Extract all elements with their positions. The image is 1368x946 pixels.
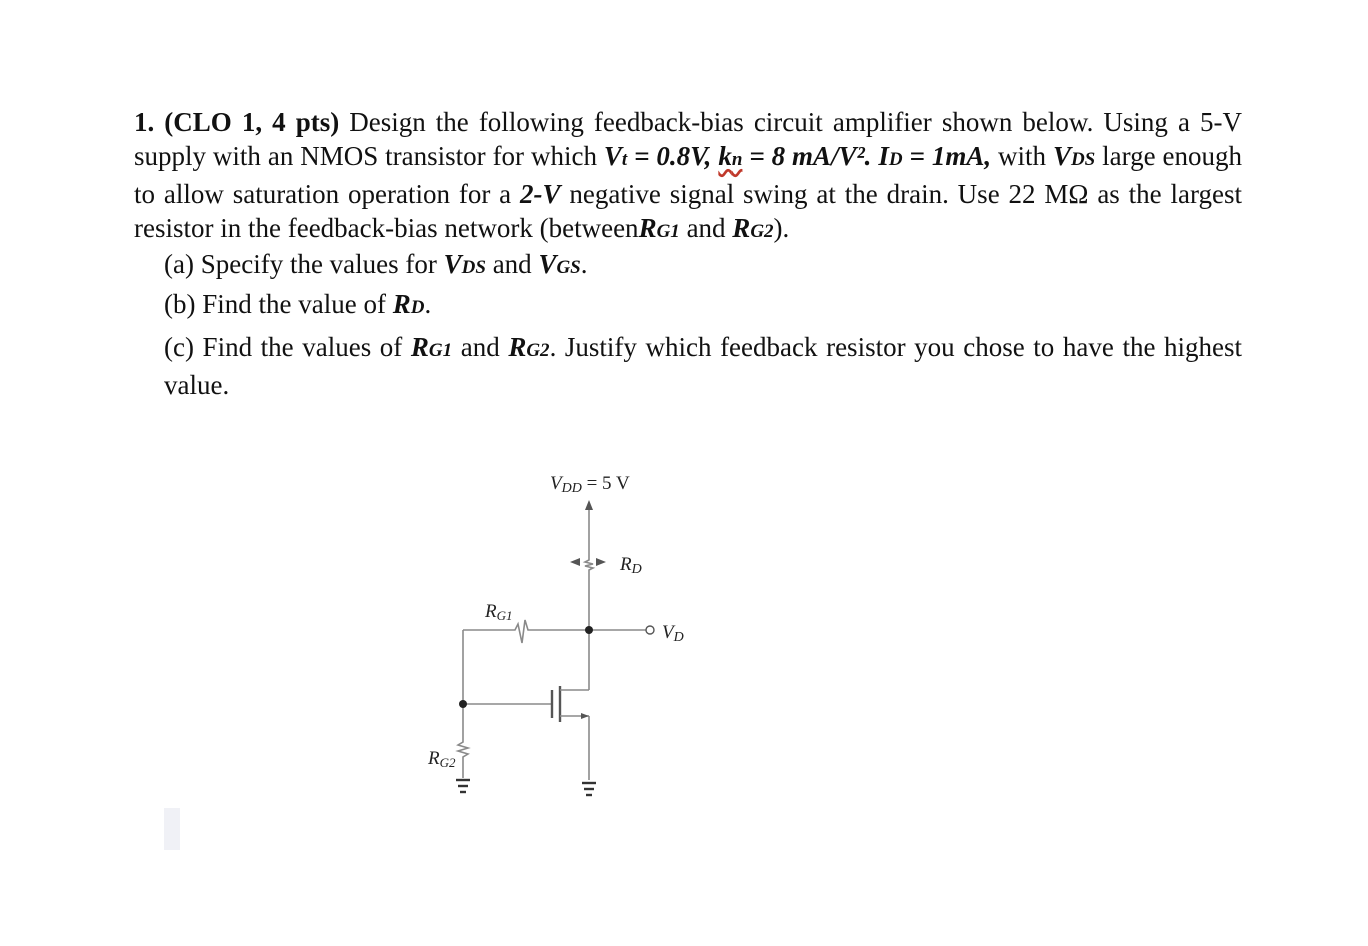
part-c-and: and [460, 332, 500, 362]
part-a-label: (a) Specify the values for [164, 249, 437, 279]
rg1-resistor [463, 620, 533, 643]
rg2-label: RG2 [428, 748, 456, 770]
gate-node [459, 700, 467, 708]
part-c-tail: . Justify which feedback resistor you chose to have the highest value. [164, 332, 1243, 400]
vt-value: = 0.8V, [634, 141, 712, 171]
problem-statement [134, 105, 1242, 249]
swing-value: 2-V [520, 179, 561, 209]
rd-pointer-icon [570, 558, 580, 566]
feedback-bias-circuit-diagram [400, 460, 720, 820]
id-value: = 1mA, [909, 141, 992, 171]
part-c [164, 330, 1242, 402]
rg1-label: RG1 [485, 601, 513, 623]
vds-symbol: VDS [1052, 141, 1096, 171]
rg2-resistor [458, 704, 468, 778]
ground-icon [456, 780, 470, 792]
drain-node [585, 626, 593, 634]
vd-terminal [646, 626, 654, 634]
and-text: and [686, 213, 726, 243]
rd-resistor [585, 555, 593, 630]
part-b-label: (b) Find the value of [164, 289, 386, 319]
kn-symbol: kn [718, 141, 743, 171]
rg2-symbol: RG2 [732, 213, 774, 243]
part-b-rd: RD [392, 289, 425, 319]
margin-marker [164, 808, 180, 850]
problem-number: 1. [134, 107, 155, 137]
rd-label: RD [620, 554, 642, 577]
with-text: with [998, 141, 1047, 171]
part-a-and: and [492, 249, 532, 279]
kn-value: = 8 mA/V². [749, 141, 872, 171]
part-b [164, 287, 1272, 325]
vd-label: VD [662, 622, 684, 645]
rg1-symbol: RG1 [638, 213, 680, 243]
part-a-vds: VDS [443, 249, 486, 279]
vdd-arrow-icon [585, 500, 593, 510]
part-b-end: . [424, 289, 432, 319]
part-a [164, 247, 1272, 285]
clo-tag: (CLO 1, 4 pts) [164, 107, 340, 137]
part-c-rg1: RG1 [410, 332, 453, 362]
part-c-label: (c) Find the values of [164, 332, 403, 362]
ground-icon [582, 783, 596, 795]
problem-intro: Design the following feedback-bias circuit amplifier shown below. Using a 5-V supply with an NMOS transistor for which [134, 107, 1242, 171]
tail-text-1: large enough to allow saturation operation for a [134, 141, 1243, 209]
part-a-end: . [580, 249, 588, 279]
close-text: ). [773, 213, 790, 243]
part-c-rg2: RG2 [508, 332, 550, 362]
part-a-vgs: VGS [538, 249, 581, 279]
tail-text-2: negative signal swing at the drain. Use 22 MΩ as the largest resistor in the feedback-bias network (between [134, 179, 1242, 243]
vt-symbol: Vt [603, 141, 628, 171]
vdd-label: VDD = 5 V [550, 473, 630, 496]
id-symbol: ID [878, 141, 903, 171]
source-arrow-icon [581, 713, 589, 719]
